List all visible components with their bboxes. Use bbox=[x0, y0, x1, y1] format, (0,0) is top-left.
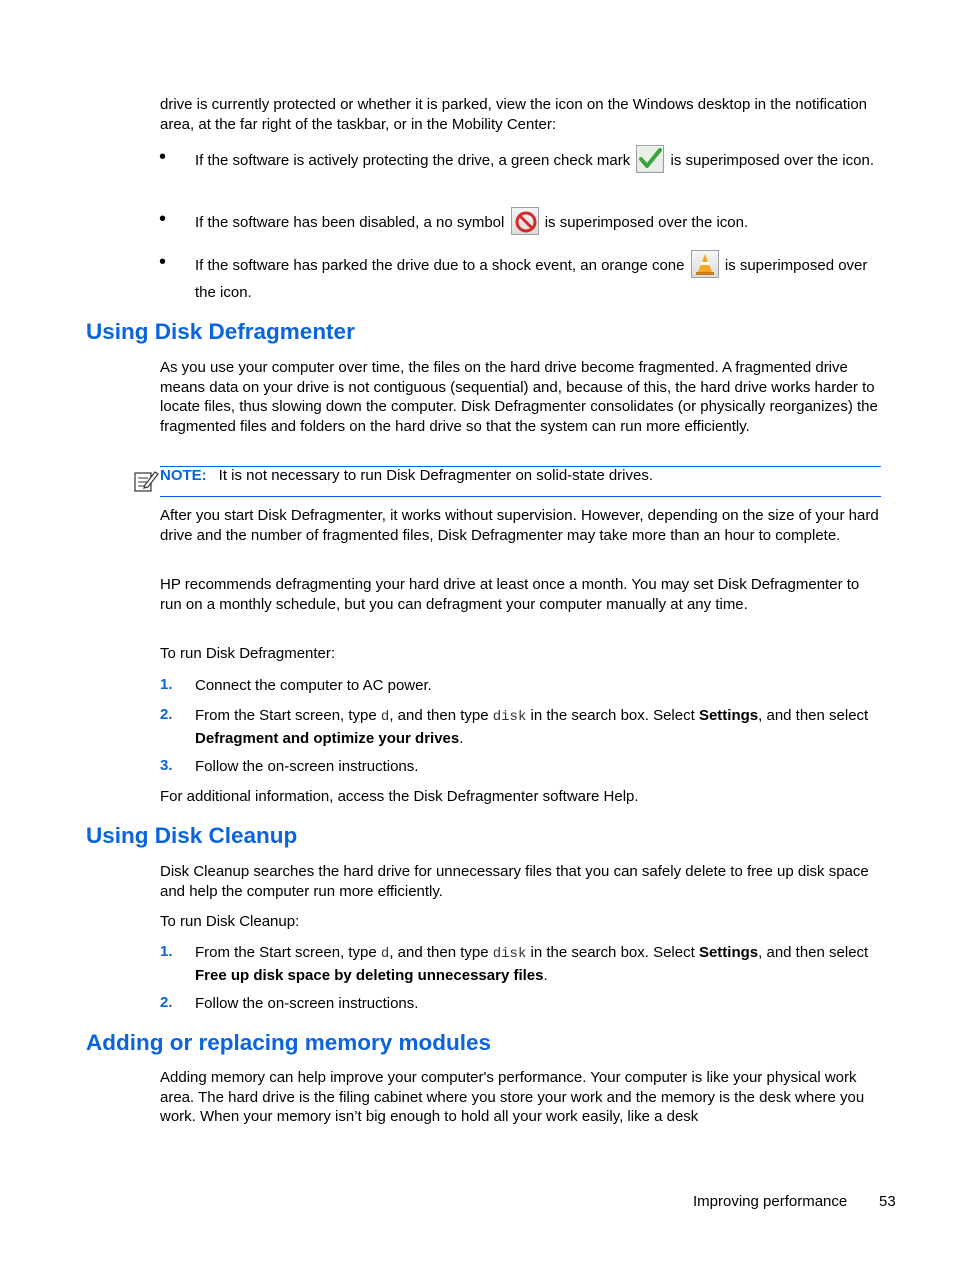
bullet-text-after: is superimposed over the icon. bbox=[544, 213, 749, 231]
orange-cone-icon bbox=[691, 250, 719, 278]
memory-intro-paragraph: Adding memory can help improve your computer's performance. Your computer is like your physical work area. The hard drive is the filing cabinet where you store your work and the memory is the desk where you work. When your memory isn’t big enough to hold all your work easily, like a desk bbox=[160, 1069, 865, 1125]
bullet-text-before: If the software is actively protecting the drive, a green check mark bbox=[195, 151, 631, 169]
code-disk: disk bbox=[492, 709, 527, 725]
intro-paragraph: drive is currently protected or whether it is parked, view the icon on the Windows desktop in the notification area, at the far right of the taskbar, or in the Mobility Center: bbox=[160, 96, 868, 133]
cleanup-intro-paragraph: Disk Cleanup searches the hard drive for unnecessary files that you can safely delete to free up disk space and help the computer run more efficiently. bbox=[160, 863, 869, 900]
heading-disk-defragmenter: Using Disk Defragmenter bbox=[86, 319, 355, 344]
step-number: 1. bbox=[160, 943, 173, 960]
green-check-icon bbox=[636, 145, 664, 173]
bullet-item-protecting bbox=[195, 147, 885, 175]
defrag-step-1: Connect the computer to AC power. bbox=[195, 677, 432, 694]
bullet-text-after: is superimposed over the icon. bbox=[195, 256, 868, 301]
cleanup-steps-intro: To run Disk Cleanup: bbox=[160, 913, 300, 930]
cleanup-step-1: From the Start screen, type d, and then type disk in the search box. Select Settings, and then select Free up disk space by deleting unnecessary files. bbox=[195, 944, 869, 984]
code-d: d bbox=[380, 946, 390, 962]
footer-page-number: 53 bbox=[879, 1193, 896, 1210]
code-disk: disk bbox=[492, 946, 527, 962]
step-number: 2. bbox=[160, 706, 173, 723]
heading-disk-cleanup: Using Disk Cleanup bbox=[86, 823, 298, 848]
no-symbol-icon bbox=[511, 207, 539, 235]
note-text: It is not necessary to run Disk Defragmenter on solid-state drives. bbox=[218, 467, 654, 484]
heading-memory-modules: Adding or replacing memory modules bbox=[86, 1030, 492, 1055]
bold-defragment-option: Defragment and optimize your drives bbox=[195, 730, 460, 747]
code-d: d bbox=[380, 709, 390, 725]
bullet-item-disabled bbox=[195, 209, 885, 237]
bullet-text-after: is superimposed over the icon. bbox=[670, 151, 874, 169]
bullet-text-before: If the software has parked the drive due to a shock event, an orange cone bbox=[195, 256, 685, 274]
note-icon bbox=[133, 469, 159, 499]
defrag-intro-paragraph: As you use your computer over time, the files on the hard drive become fragmented. A fragmented drive means data on your drive is not contiguous (sequential) and, because of this, the hard drive works harder to locate files, thus slowing down the computer. Disk Defragmenter consolidates (or physically reorganizes) the fragmented files and folders on the hard drive so that the system can run more efficiently. bbox=[160, 359, 878, 435]
bullet-marker: • bbox=[159, 146, 167, 168]
cleanup-step-2: Follow the on-screen instructions. bbox=[195, 995, 419, 1012]
bullet-marker: • bbox=[159, 251, 167, 273]
bold-free-up-option: Free up disk space by deleting unnecessary files bbox=[195, 967, 544, 984]
note-block bbox=[160, 466, 881, 486]
defrag-recommendation-paragraph: HP recommends defragmenting your hard drive at least once a month. You may set Disk Defragmenter to run on a monthly schedule, but you can defragment your computer manually at any time. bbox=[160, 576, 860, 613]
note-bottom-rule bbox=[160, 496, 881, 497]
step-number: 1. bbox=[160, 676, 173, 693]
defrag-steps-intro: To run Disk Defragmenter: bbox=[160, 645, 336, 662]
bold-settings: Settings bbox=[698, 944, 759, 961]
bold-settings: Settings bbox=[698, 707, 759, 724]
footer-section-title: Improving performance bbox=[693, 1193, 848, 1210]
note-label: NOTE: bbox=[160, 467, 207, 484]
step-number: 2. bbox=[160, 994, 173, 1011]
defrag-supervision-paragraph: After you start Disk Defragmenter, it works without supervision. However, depending on the size of your hard drive and the number of fragmented files, Disk Defragmenter may take more than an hour to complete. bbox=[160, 507, 879, 544]
defrag-step-2: From the Start screen, type d, and then type disk in the search box. Select Settings, and then select Defragment and optimize your drives. bbox=[195, 707, 869, 747]
step-number: 3. bbox=[160, 757, 173, 774]
bullet-text-before: If the software has been disabled, a no symbol bbox=[195, 213, 505, 231]
defrag-step-3: Follow the on-screen instructions. bbox=[195, 758, 419, 775]
bullet-marker: • bbox=[159, 208, 167, 230]
bullet-item-parked bbox=[195, 252, 885, 306]
defrag-help-paragraph: For additional information, access the Disk Defragmenter software Help. bbox=[160, 788, 639, 805]
